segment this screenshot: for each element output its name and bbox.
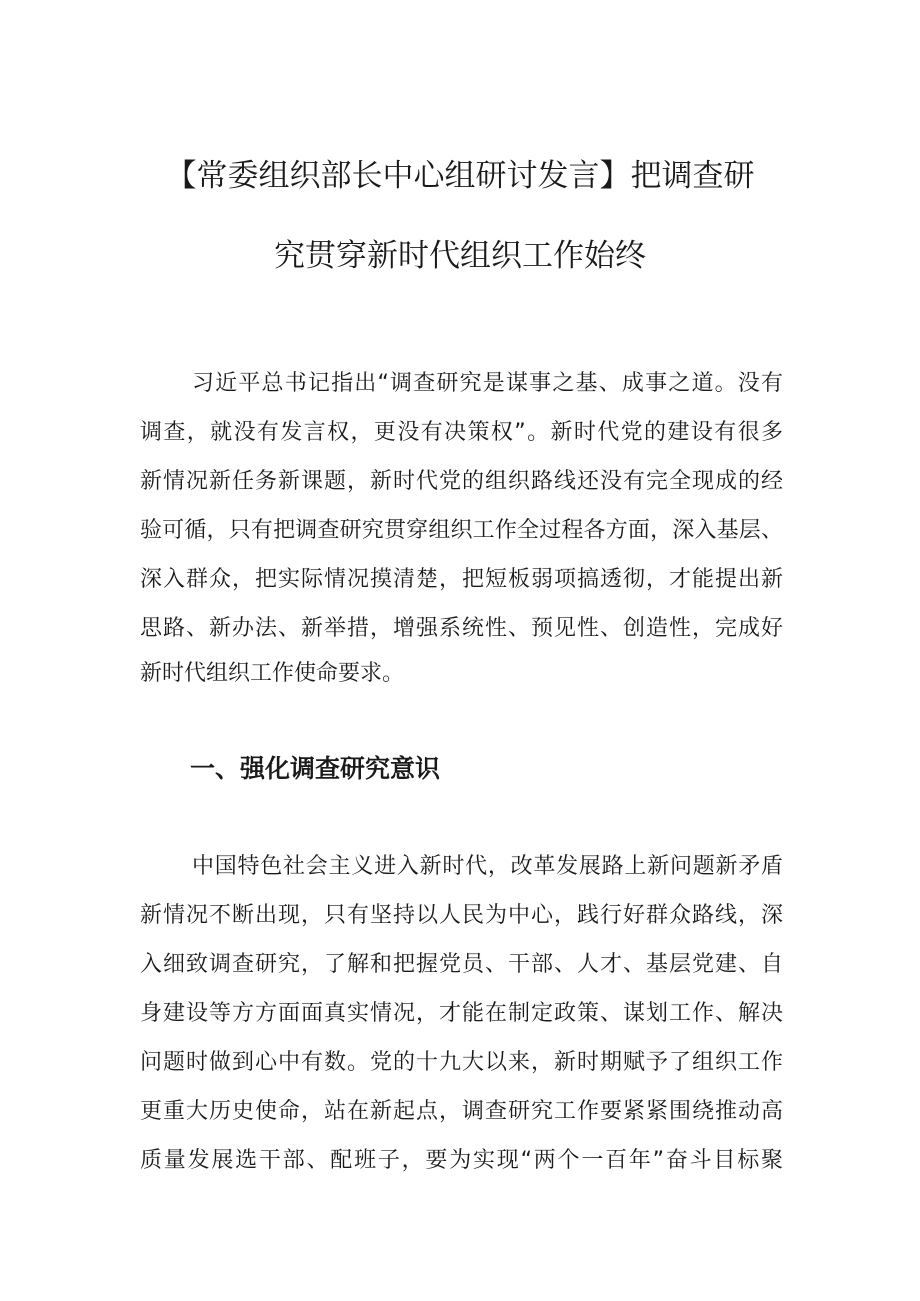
document-title-line-2: 究贯穿新时代组织工作始终 [274, 238, 646, 274]
paragraph-line: 新时代组织工作使命要求。 [140, 661, 405, 686]
paragraph-line: 验可循，只有把调查研究贯穿组织工作全过程各方面，深入基层、 [140, 518, 783, 543]
paragraph-line: 入细致调查研究，了解和把握党员、干部、人才、基层党建、自 [140, 952, 783, 977]
paragraph-line: 问题时做到心中有数。党的十九大以来，新时期赋予了组织工作 [140, 1050, 783, 1075]
paragraph-line: 习近平总书记指出“调查研究是谋事之基、成事之道。没有 [192, 371, 783, 396]
paragraph-line: 中国特色社会主义进入新时代，改革发展路上新问题新矛盾 [192, 854, 783, 879]
document-title-line-1: 【常委组织部长中心组研讨发言】把调查研 [165, 158, 755, 194]
paragraph-line: 新情况新任务新课题，新时代党的组织路线还没有完全现成的经 [140, 469, 783, 494]
paragraph-line: 新情况不断出现，只有坚持以人民为中心，践行好群众路线，深 [140, 903, 783, 928]
paragraph-line: 思路、新办法、新举措，增强系统性、预见性、创造性，完成好 [140, 616, 783, 641]
paragraph-line: 质量发展选干部、配班子，要为实现“两个一百年”奋斗目标聚 [140, 1148, 784, 1173]
paragraph-line: 深入群众，把实际情况摸清楚，把短板弱项搞透彻，才能提出新 [140, 567, 783, 592]
paragraph-line: 更重大历史使命，站在新起点，调查研究工作要紧紧围绕推动高 [140, 1099, 783, 1124]
paragraph-line: 调查，就没有发言权，更没有决策权”。新时代党的建设有很多 [140, 420, 783, 445]
paragraph-line: 身建设等方方面面真实情况，才能在制定政策、谋划工作、解决 [140, 1001, 783, 1026]
section-heading: 一、强化调查研究意识 [190, 754, 441, 783]
